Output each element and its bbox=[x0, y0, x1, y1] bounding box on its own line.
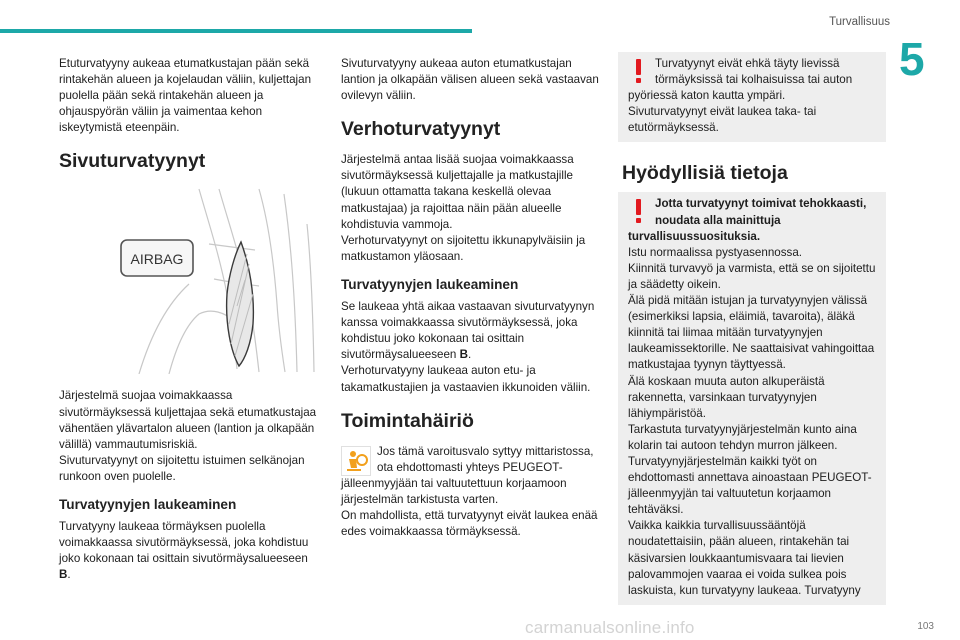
warning-exclamation-icon bbox=[628, 196, 650, 226]
advice-line: Kiinnitä turvavyö ja varmista, että se on sijoitettu ja säädetty oikein. bbox=[628, 261, 876, 291]
side-airbag-deployment-text bbox=[59, 519, 321, 583]
advice-line: Tarkastuta turvatyynyjärjestelmän kunto aina kolarin tai autoon tehdyn murron jälkeen. bbox=[628, 422, 857, 452]
deployment-warning-box bbox=[618, 52, 886, 142]
zone-b-label: B bbox=[459, 348, 468, 362]
side-airbag-intro: Sivuturvatyyny aukeaa auton etumatkustajan lantion ja olkapään välisen alueen sekä vastaavan ovilevyn väliin. bbox=[341, 57, 599, 103]
column-2 bbox=[341, 56, 603, 540]
safety-advice-intro bbox=[628, 196, 878, 244]
warning-text-2: Sivuturvatyynyt eivät laukea taka- tai etutörmäyksessä. bbox=[628, 105, 817, 135]
front-airbag-intro: Etuturvatyyny aukeaa etumatkustajan pään sekä rintakehän alueen ja kojelaudan väliin, kuljettajan puolella pään sekä rintakehän alueen ja ohjauspyörän väliin ja vaimentaa kehon iskeytymistä eteenpäin. bbox=[59, 57, 312, 135]
deployment-text: Turvatyyny laukeaa törmäyksen puolella voimakkaassa sivutörmäyksessä, joka kohdistuu joko kokonaan tai osittain sivutörmäysalueeseen bbox=[59, 520, 309, 566]
warning-exclamation-icon bbox=[628, 56, 650, 86]
advice-line: Älä pidä mitään istujan ja turvatyynyjen välissä (esimerkiksi lapsia, eläimiä, tavaroita), äläkä kiinnitä tai liimaa mitään turvatyynyjen laukeamissektorille. Ne saattaisivat vahingoittaa matkustajaa tyynyn täyttyessä. bbox=[628, 294, 875, 372]
column-3 bbox=[622, 56, 886, 605]
malfunction-text-1: Jos tämä varoitusvalo syttyy mittaristossa, ota ehdottomasti yhteys PEUGEOT-jälleenmyyjään tai valtuutettuun korjaamoon järjestelmän tarkistusta varten. bbox=[341, 444, 594, 506]
advice-line: Vaikka kaikkia turvallisuussääntöjä noudatettaisiin, pään alueen, rintakehän tai käsivarsien loukkaantumisvaara tai lievien palovammojen vaaraa ei voida sulkea pois laskuista, kun turvatyyny laukeaa. Turvatyyny bbox=[628, 519, 861, 597]
useful-info-heading: Hyödyllisiä tietoja bbox=[622, 162, 788, 185]
zone-b-label: B bbox=[59, 568, 68, 582]
deployment-heading: Turvatyynyjen laukeaminen bbox=[59, 497, 237, 513]
malfunction-text-2: On mahdollista, että turvatyynyt eivät laukea enää edes voimakkaassa törmäyksessä. bbox=[341, 508, 598, 539]
header-accent-bar bbox=[0, 29, 472, 33]
side-airbag-illustration bbox=[59, 184, 321, 374]
section-title: Turvallisuus bbox=[829, 16, 890, 28]
watermark: carmanualsonline.info bbox=[525, 618, 695, 637]
side-airbags-heading: Sivuturvatyynyt bbox=[59, 150, 206, 173]
safety-advice-box bbox=[618, 192, 886, 604]
side-airbag-text-1: Järjestelmä suojaa voimakkaassa sivutörmäyksessä kuljettajaa sekä etumatkustajaa vähentäen ylävartalon alueen (lantion ja olkapään välillä) vammautumisriskiä. bbox=[59, 389, 317, 451]
advice-line: Istu normaalissa pystyasennossa. bbox=[628, 245, 802, 259]
column-1 bbox=[59, 56, 321, 584]
deployment-text-end: . bbox=[67, 568, 71, 582]
deployment-heading-2: Turvatyynyjen laukeaminen bbox=[341, 276, 519, 292]
curtain-airbag-text-1: Järjestelmä antaa lisää suojaa voimakkaassa sivutörmäyksessä kuljettajalle ja matkustajille (lukuun ottamatta takana keskellä olevaa matkustajaa) ja rajoittaa näin pään alueelle kohdistuvia vammoja. bbox=[341, 153, 574, 231]
malfunction-text bbox=[341, 444, 603, 508]
airbag-warning-lamp-icon bbox=[341, 446, 371, 476]
airbag-label: AIRBAG bbox=[130, 251, 184, 268]
malfunction-heading: Toimintahäiriö bbox=[341, 409, 474, 432]
warning-text-1 bbox=[628, 56, 878, 104]
safety-advice-bold: Jotta turvatyynyt toimivat tehokkaasti, noudata alla mainittuja turvallisuussuosituksia. bbox=[628, 197, 867, 243]
deployment-text: Se laukeaa yhtä aikaa vastaavan sivuturvatyynyn kanssa voimakkaassa sivutörmäyksessä, joka kohdistuu joko kokonaan tai osittain sivutörmäysalueeseen bbox=[341, 300, 595, 362]
curtain-airbag-text-2: Verhoturvatyynyt on sijoitettu ikkunapylväisiin ja matkustamon yläosaan. bbox=[341, 233, 586, 263]
advice-line: Älä koskaan muuta auton alkuperäistä rakennetta, varsinkaan turvatyynyjen lähiympäristöä. bbox=[628, 374, 825, 420]
deployment-text-end: . bbox=[467, 348, 472, 362]
chapter-number: 5 bbox=[899, 33, 925, 85]
curtain-airbag-deployment-text-2: Verhoturvatyyny laukeaa auton etu- ja takamatkustajien ja vastaavien ikkunoiden väliin. bbox=[341, 364, 591, 394]
curtain-airbags-heading: Verhoturvatyynyt bbox=[341, 118, 501, 141]
side-airbag-text-2: Sivuturvatyynyt on sijoitettu istuimen selkänojan runkoon oven puolelle. bbox=[59, 453, 305, 483]
page-number: 103 bbox=[917, 621, 934, 632]
advice-line: Turvatyynyjärjestelmän kaikki työt on ehdottomasti annettava ainoastaan PEUGEOT-jälleenmyyjän tai valtuutetun korjaamon tehtäväksi. bbox=[628, 454, 872, 517]
curtain-airbag-deployment-text bbox=[341, 299, 603, 363]
warning-text: Turvatyynyt eivät ehkä täyty lievissä törmäyksissä tai kolhaisuissa tai auton pyöriessä katon kautta ympäri. bbox=[628, 57, 853, 103]
